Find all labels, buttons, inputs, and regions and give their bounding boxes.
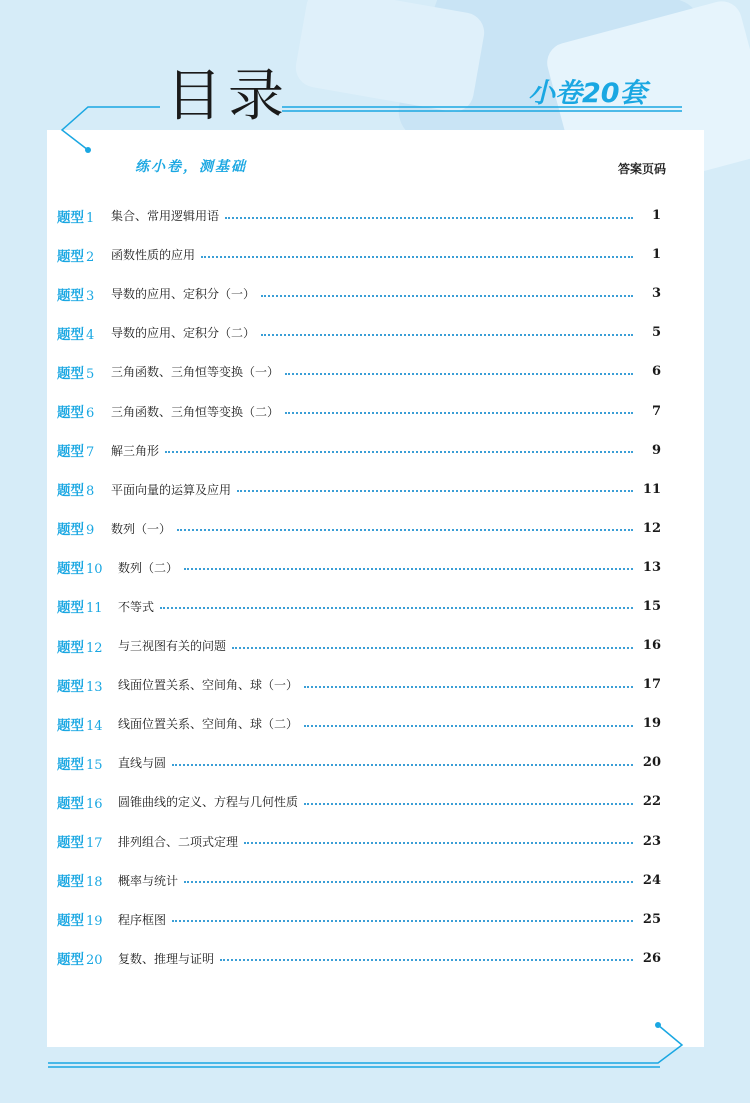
toc-entry[interactable]: [57, 470, 661, 509]
page-subtitle: 小卷20套: [528, 78, 647, 109]
toc-entry-number: [57, 909, 118, 929]
toc-entry-title: 三角函数、三角恒等变换（二）: [111, 404, 280, 419]
toc-leader-dots: [177, 529, 633, 531]
toc-entry-number: [57, 557, 118, 577]
toc-entry-page: 3: [651, 286, 661, 302]
toc-entry-title: 排列组合、二项式定理: [118, 834, 239, 849]
toc-leader-dots: [244, 842, 633, 844]
toc-leader-dots: [285, 412, 633, 414]
toc-entry[interactable]: [57, 704, 661, 743]
toc-entry[interactable]: [57, 939, 661, 978]
toc-entry-title: 线面位置关系、空间角、球（一）: [118, 678, 299, 693]
toc-leader-dots: [261, 295, 633, 297]
toc-entry-prefix: 题型: [57, 248, 84, 265]
toc-leader-dots: [304, 686, 633, 688]
toc-entry-page: 12: [642, 520, 661, 536]
toc-entry-prefix: 题型: [57, 561, 84, 578]
toc-entry-prefix: 题型: [57, 639, 84, 656]
toc-entry[interactable]: [57, 626, 661, 665]
toc-entry-prefix: 题型: [57, 287, 84, 304]
toc-entry-number: [57, 284, 111, 304]
toc-entry-prefix: 题型: [57, 874, 84, 891]
toc-entry-number: [57, 401, 111, 421]
toc-entry-page: 7: [651, 403, 661, 419]
toc-entry-title: 与三视图有关的问题: [118, 639, 227, 654]
toc-entry-prefix: 题型: [57, 756, 84, 773]
toc-entry-index: 16: [86, 796, 103, 812]
toc-entry[interactable]: [57, 313, 661, 352]
toc-leader-dots: [237, 490, 633, 492]
toc-entry[interactable]: [57, 235, 661, 274]
toc-entry[interactable]: [57, 743, 661, 782]
toc-entry[interactable]: [57, 782, 661, 821]
toc-entry-number: [57, 518, 111, 538]
page-title: 目录: [166, 64, 290, 129]
toc-entry-title: 解三角形: [111, 443, 160, 458]
toc-entry[interactable]: [57, 587, 661, 626]
toc-entry-index: 14: [86, 718, 103, 734]
toc-entry-index: 1: [86, 210, 95, 226]
toc-entry-page: 25: [642, 911, 661, 927]
toc-entry-prefix: 题型: [57, 795, 84, 812]
toc-entry-title: 直线与圆: [118, 756, 167, 771]
toc-entry-title: 线面位置关系、空间角、球（二）: [118, 717, 299, 732]
toc-leader-dots: [225, 217, 633, 219]
toc-leader-dots: [165, 451, 633, 453]
toc-entry-title: 平面向量的运算及应用: [111, 482, 232, 497]
toc-entry-index: 5: [86, 366, 95, 382]
toc-entry-index: 2: [86, 249, 95, 265]
toc-entry-page: 26: [642, 950, 661, 966]
toc-entry-prefix: 题型: [57, 483, 84, 500]
toc-entry-title: 集合、常用逻辑用语: [111, 209, 220, 224]
toc-entry-page: 1: [651, 208, 661, 224]
toc-entry[interactable]: [57, 509, 661, 548]
toc-leader-dots: [232, 647, 633, 649]
toc-entry-number: [57, 636, 118, 656]
toc-entry-page: 11: [642, 481, 661, 497]
toc-entry-number: [57, 714, 118, 734]
toc-leader-dots: [172, 920, 633, 922]
toc-entry-prefix: 题型: [57, 209, 84, 226]
toc-entry-page: 6: [651, 364, 661, 380]
toc-entry-index: 4: [86, 327, 95, 343]
toc-entry-prefix: 题型: [57, 952, 84, 969]
toc-entry-number: [57, 753, 118, 773]
toc-entry-index: 3: [86, 288, 95, 304]
toc-leader-dots: [304, 725, 633, 727]
toc-entry-number: [57, 206, 111, 226]
toc-entry-index: 8: [86, 484, 95, 500]
toc-entry-number: [57, 870, 118, 890]
toc-entry-prefix: 题型: [57, 522, 84, 539]
toc-entry-prefix: 题型: [57, 717, 84, 734]
toc-leader-dots: [201, 256, 633, 258]
toc-entry-title: 概率与统计: [118, 873, 179, 888]
toc-entry-index: 15: [86, 757, 103, 773]
toc-entry-title: 复数、推理与证明: [118, 951, 215, 966]
toc-entry[interactable]: [57, 431, 661, 470]
toc-entry-index: 18: [86, 875, 103, 891]
toc-entry-page: 15: [642, 598, 661, 614]
toc-entry[interactable]: [57, 900, 661, 939]
toc-leader-dots: [261, 334, 633, 336]
toc-entry-title: 不等式: [118, 599, 155, 614]
toc-entry-index: 6: [86, 406, 95, 422]
toc-entry[interactable]: [57, 548, 661, 587]
section-label: 练小卷，测基础: [135, 159, 247, 175]
toc-entry-prefix: 题型: [57, 835, 84, 852]
toc-entry-number: [57, 440, 111, 460]
toc-entry-page: 24: [642, 872, 661, 888]
toc-entry[interactable]: [57, 665, 661, 704]
toc-entry-prefix: 题型: [57, 444, 84, 461]
toc-entry-title: 程序框图: [118, 912, 167, 927]
toc-entry-number: [57, 323, 111, 343]
toc-entry-index: 11: [86, 601, 103, 617]
toc-entry-prefix: 题型: [57, 326, 84, 343]
toc-entry-page: 9: [651, 442, 661, 458]
toc-entry-number: [57, 831, 118, 851]
toc-entry-number: [57, 245, 111, 265]
toc-entry-page: 13: [642, 559, 661, 575]
toc-entry[interactable]: [57, 352, 661, 391]
toc-entry-page: 19: [642, 716, 661, 732]
toc-entry-number: [57, 479, 111, 499]
toc-entry-index: 17: [86, 836, 103, 852]
background-shape: [293, 0, 488, 115]
toc-entry-index: 19: [86, 914, 103, 930]
toc-entry-index: 10: [86, 562, 103, 578]
toc-entry-index: 7: [86, 445, 95, 461]
toc-leader-dots: [184, 881, 633, 883]
toc-entry-prefix: 题型: [57, 678, 84, 695]
toc-entry-prefix: 题型: [57, 365, 84, 382]
toc-entry-title: 数列（一）: [111, 521, 172, 536]
toc-leader-dots: [160, 607, 633, 609]
toc-entry-index: 13: [86, 679, 103, 695]
toc-entry-page: 1: [651, 247, 661, 263]
toc-entry-page: 5: [651, 325, 661, 341]
toc-entry-number: [57, 948, 118, 968]
toc-entry-page: 22: [642, 794, 661, 810]
toc-entry-title: 圆锥曲线的定义、方程与几何性质: [118, 795, 299, 810]
toc-entry-page: 23: [642, 833, 661, 849]
answer-page-label: 答案页码: [618, 162, 667, 176]
toc-leader-dots: [184, 568, 633, 570]
toc-entry-page: 20: [642, 755, 661, 771]
toc-entry[interactable]: [57, 391, 661, 430]
toc-entry[interactable]: [57, 861, 661, 900]
toc-leader-dots: [172, 764, 633, 766]
toc-entry-title: 导数的应用、定积分（一）: [111, 287, 256, 302]
toc-leader-dots: [220, 959, 633, 961]
toc-entry[interactable]: [57, 196, 661, 235]
toc-entry-page: 17: [642, 677, 661, 693]
toc-entry[interactable]: [57, 822, 661, 861]
toc-entry-prefix: 题型: [57, 600, 84, 617]
toc-entry-number: [57, 362, 111, 382]
toc-entry-number: [57, 792, 118, 812]
toc-entry-number: [57, 596, 118, 616]
toc-entry-prefix: 题型: [57, 913, 84, 930]
table-of-contents: [57, 196, 661, 978]
toc-entry-index: 9: [86, 523, 95, 539]
toc-leader-dots: [304, 803, 633, 805]
toc-entry-title: 三角函数、三角恒等变换（一）: [111, 365, 280, 380]
toc-entry-title: 数列（二）: [118, 560, 179, 575]
toc-entry-title: 函数性质的应用: [111, 248, 196, 263]
toc-entry[interactable]: [57, 274, 661, 313]
toc-entry-prefix: 题型: [57, 405, 84, 422]
toc-entry-index: 20: [86, 953, 103, 969]
toc-leader-dots: [285, 373, 633, 375]
toc-entry-number: [57, 675, 118, 695]
toc-entry-title: 导数的应用、定积分（二）: [111, 326, 256, 341]
toc-entry-page: 16: [642, 638, 661, 654]
toc-entry-index: 12: [86, 640, 103, 656]
